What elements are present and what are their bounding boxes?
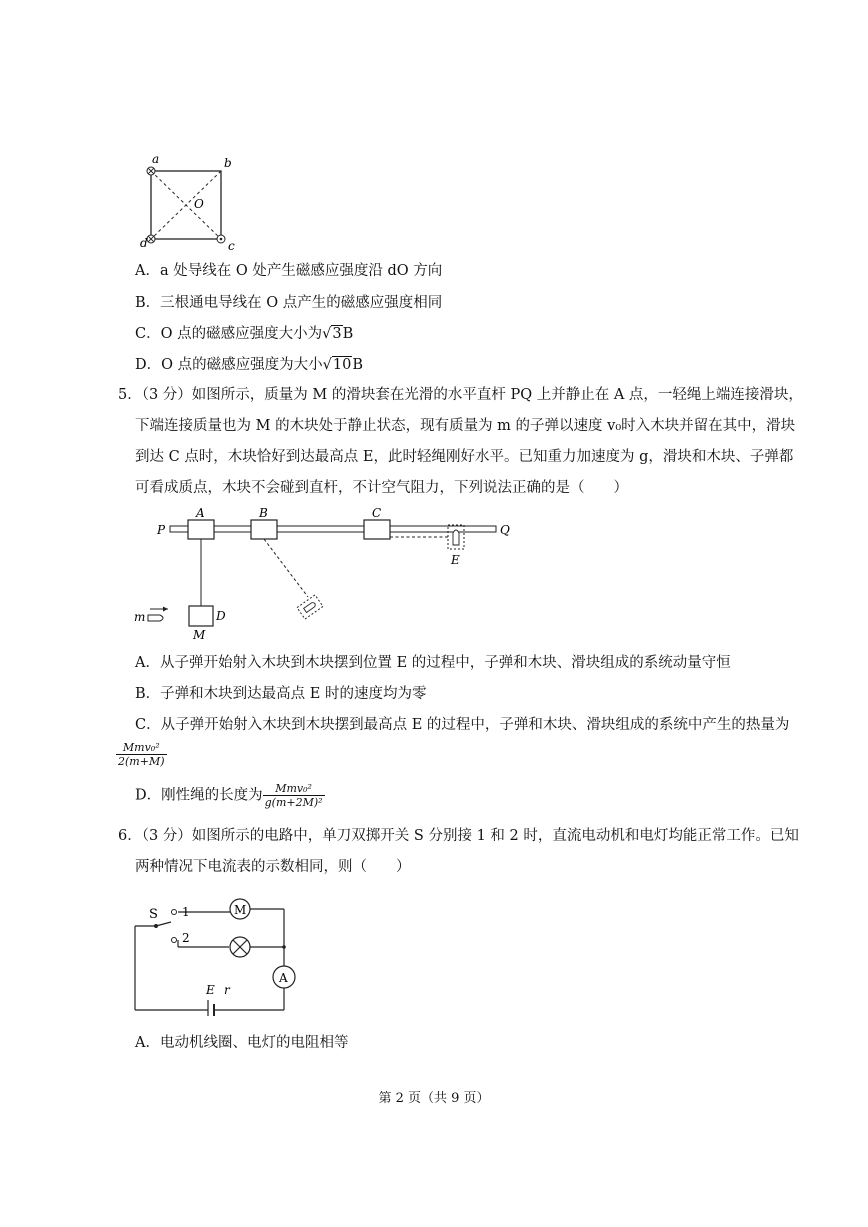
- q5-stem-line3: 到达 C 点时，木块恰好到达最高点 E，此时轻绳刚好水平。已知重力加速度为 g，滑块和木块、子弹都: [135, 449, 794, 465]
- svg-text:A: A: [196, 506, 205, 520]
- root-10: 10: [332, 357, 352, 373]
- q5-option-b: B．子弹和木块到达最高点 E 时的速度均为零: [135, 686, 427, 702]
- q4-option-c: C．O 点的磁感应强度大小为√3B: [135, 326, 354, 342]
- svg-text:A: A: [279, 971, 288, 985]
- label-o: O: [194, 197, 204, 211]
- figure-circuit: [130, 888, 300, 1016]
- svg-text:M: M: [234, 903, 247, 917]
- q5-option-c-fraction: $\frac{\text{Mmv₀²}}{2(m+M)}$: [118, 741, 165, 768]
- q6-option-a: A．电动机线圈、电灯的电阻相等: [135, 1035, 349, 1051]
- label-c: c: [228, 239, 235, 253]
- svg-text:C: C: [372, 506, 382, 520]
- root-3: 3: [332, 326, 342, 342]
- svg-text:D: D: [216, 609, 226, 623]
- label-a: a: [152, 152, 160, 166]
- q5-option-a: A．从子弹开始射入木块到木块摆到位置 E 的过程中，子弹和木块、滑块组成的系统动量守恒: [135, 655, 731, 671]
- svg-text:2: 2: [182, 931, 190, 945]
- q6-stem-line1: 6．（3 分）如图所示的电路中，单刀双掷开关 S 分别接 1 和 2 时，直流电动机和电灯均能正常工作。已知: [118, 828, 799, 844]
- svg-text:B: B: [259, 506, 268, 520]
- svg-text:E: E: [206, 983, 215, 997]
- figure-rod-slider: [130, 505, 520, 643]
- svg-text:Q: Q: [500, 523, 510, 537]
- svg-text:S: S: [149, 907, 158, 922]
- q4-option-a: A．a 处导线在 O 处产生磁感应强度沿 dO 方向: [135, 263, 443, 279]
- svg-text:m: m: [134, 610, 146, 624]
- label-b: b: [224, 156, 232, 170]
- label-d: d: [140, 236, 148, 250]
- svg-text:1: 1: [182, 905, 190, 919]
- q4-option-b: B．三根通电导线在 O 点产生的磁感应强度相同: [135, 295, 443, 311]
- q5-stem-line1: 5．（3 分）如图所示，质量为 M 的滑块套在光滑的水平直杆 PQ 上并静止在 A 点，一轻绳上端连接滑块，: [118, 387, 803, 403]
- q4-option-d: D．O 点的磁感应强度为大小√10B: [135, 357, 363, 373]
- figure-square-wires: [140, 152, 240, 254]
- q5-stem-line4: 可看成质点，木块不会碰到直杆，不计空气阻力，下列说法正确的是（ ）: [135, 480, 628, 496]
- bullet-icon: [148, 615, 163, 621]
- svg-text:r: r: [224, 983, 230, 997]
- slider-c: [364, 520, 390, 539]
- q5-option-d: D．刚性绳的长度为 $\frac{\text{Mmv₀²}}{\text{g(m+2M)²}}$: [135, 782, 323, 809]
- q6-stem-line2: 两种情况下电流表的示数相同，则（ ）: [135, 859, 411, 875]
- q5-stem-line2: 下端连接质量也为 M 的木块处于静止状态，现有质量为 m 的子弹以速度 v₀时入木块并留在其中，滑块: [135, 418, 796, 434]
- block-d: [189, 606, 213, 626]
- page-footer: 第 2 页（共 9 页）: [378, 1091, 490, 1106]
- q5-option-c: C．从子弹开始射入木块到木块摆到最高点 E 的过程中，子弹和木块、滑块组成的系统中产生的热量为: [135, 717, 790, 733]
- slider-a: [188, 520, 214, 539]
- slider-b: [251, 520, 277, 539]
- svg-text:E: E: [451, 553, 460, 567]
- svg-text:M: M: [193, 628, 206, 642]
- svg-text:P: P: [157, 523, 166, 537]
